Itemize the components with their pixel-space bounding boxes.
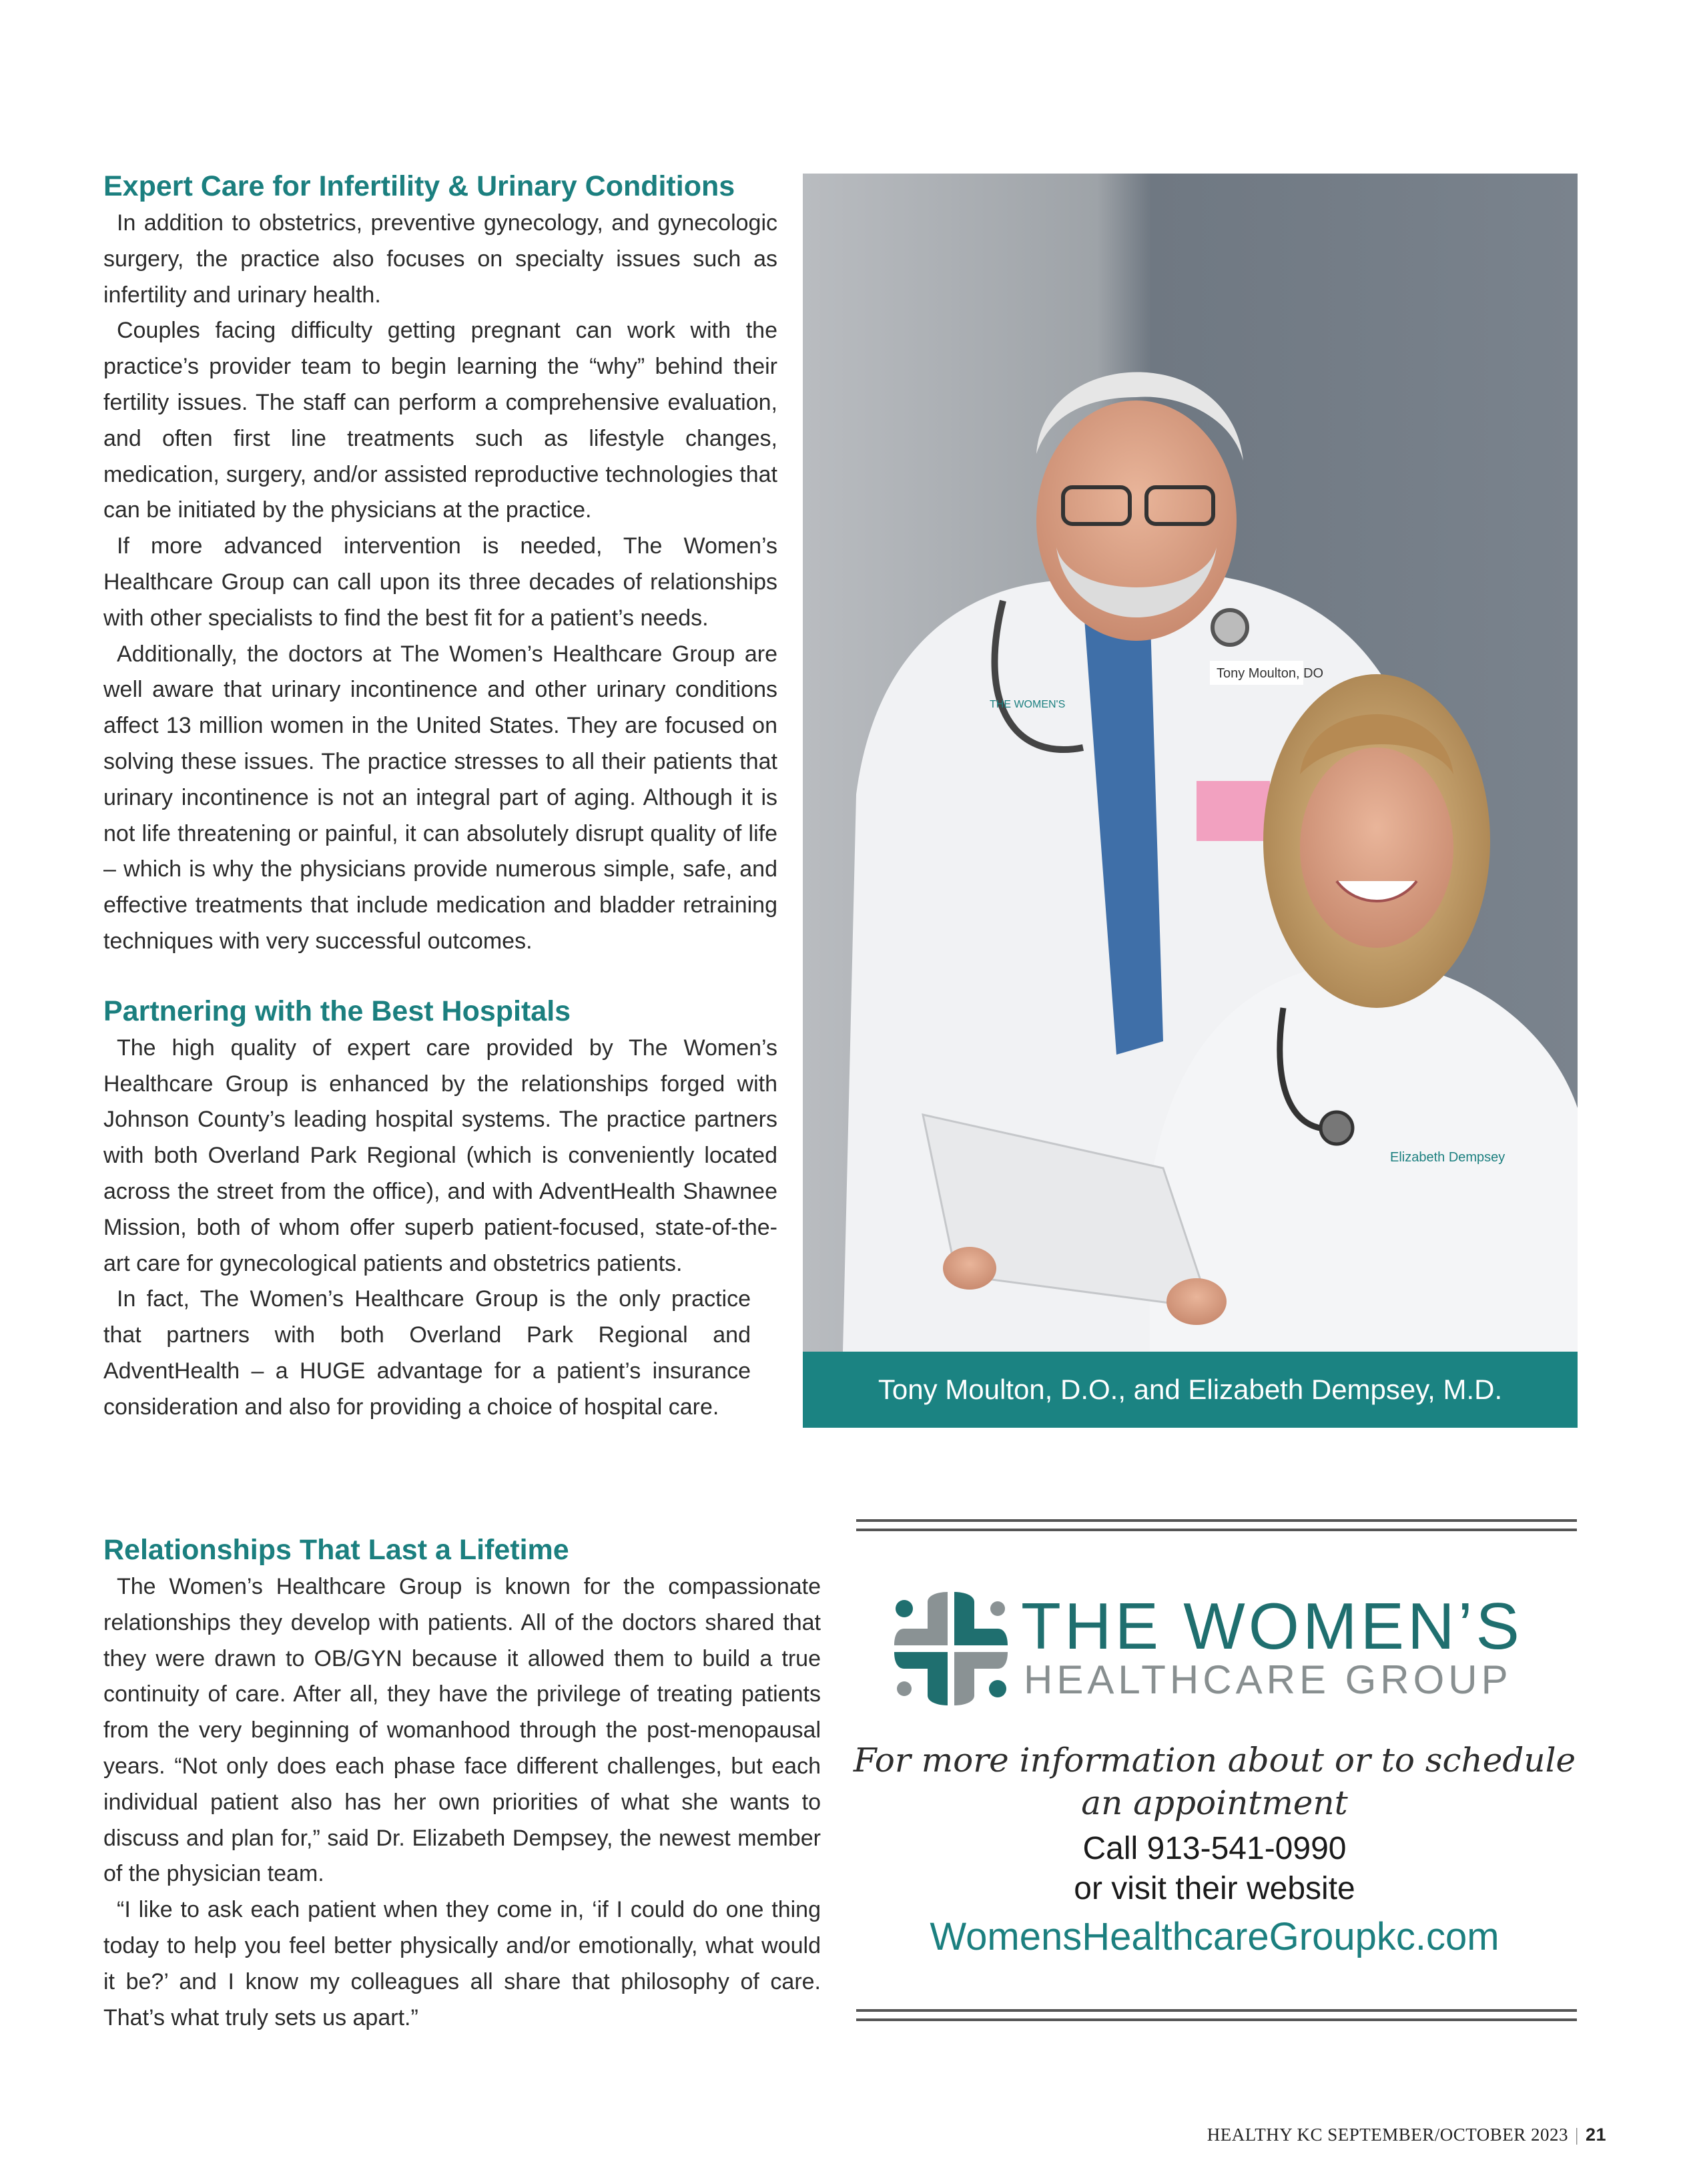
info-script-line-2: an appointment — [1081, 1784, 1348, 1822]
name-tag-2-text: Elizabeth Dempsey — [1390, 1150, 1505, 1165]
logo-cross-icon — [888, 1589, 1014, 1715]
page-number: 21 — [1585, 2125, 1606, 2145]
publication-name: HEALTHY KC SEPTEMBER/OCTOBER 2023 — [1207, 2125, 1569, 2145]
paragraph: Couples facing difficulty getting pregnant can work with the practice’s provider team to begin learning the “why” behind their fertility issues. The staff can perform a comprehensive evaluation, and often first line treatments such as lifestyle changes, medication, surgery, and/or assisted reproductive technologies that can be initiated by the physicians at the practice. — [103, 318, 777, 523]
divider-top-1 — [856, 1519, 1577, 1522]
paragraph: The high quality of expert care provided by The Women’s Healthcare Group is enhanced by the relationships forged with Johnson County’s leading hospital systems. The practice partners with both Overland Park Regional (which is conveniently located across the street from the office), and with AdventHealth Shawnee Mission, both of whom offer superb patient-focused, state-of-the-art care for gynecological patients and obstetrics patients. — [103, 1035, 777, 1276]
section-heading-hospitals: Partnering with the Best Hospitals — [103, 995, 571, 1027]
info-script-line-1: For more information about or to schedule — [853, 1741, 1576, 1780]
article-column-top — [103, 167, 777, 1426]
page-footer — [1207, 2125, 1606, 2145]
paragraph: Additionally, the doctors at The Women’s Healthcare Group are well aware that urinary incontinence and other urinary conditions affect 13 million women in the United States. They are focused on solving these issues. The practice stresses to all their patients that urinary incontinence is not an integral part of aging. Although it is not life threatening or painful, it can absolutely disrupt quality of life – which is why the physicians provide numerous simple, safe, and effective treatments that include medication and bladder retraining techniques with very successful outcomes. — [103, 641, 777, 954]
divider-top-2 — [856, 1529, 1577, 1531]
footer-separator: | — [1575, 2125, 1579, 2145]
visit-text: or visit their website — [1074, 1871, 1355, 1906]
article-column-bottom — [103, 1531, 821, 2036]
logo-subtitle: HEALTHCARE GROUP — [1024, 1657, 1512, 1702]
section-heading-relationships: Relationships That Last a Lifetime — [103, 1534, 569, 1566]
paragraph: In addition to obstetrics, preventive gynecology, and gynecologic surgery, the practice also focuses on specialty issues such as infertility and urinary health. — [103, 210, 777, 308]
paragraph: The Women’s Healthcare Group is known for the compassionate relationships they develop with patients. All of the doctors shared that they were drawn to OB/GYN because it allowed them to build a true continuity of care. After all, they have the privilege of treating patients from the very beginning of womanhood through the post-menopausal years. “Not only does each phase face different challenges, but each individual patient also has her own priorities of what she wants to discuss and plan for,” said Dr. Elizabeth Dempsey, the newest member of the physician team. — [103, 1574, 821, 1887]
photo-caption: Tony Moulton, D.O., and Elizabeth Dempsey, M.D. — [878, 1374, 1503, 1405]
logo-title: THE WOMEN’S — [1021, 1589, 1523, 1663]
coat-logo-text: THE WOMEN'S — [990, 699, 1066, 710]
divider-bottom-2 — [856, 2018, 1577, 2021]
logo — [888, 1582, 1555, 1722]
paragraph: “I like to ask each patient when they come in, ‘if I could do one thing today to help you feel better physically and/or emotionally, what would it be?’ and I know my colleagues all share that philosophy of care. That’s what truly sets us apart.” — [103, 1897, 821, 2030]
section-gap — [103, 960, 777, 992]
section-heading-infertility: Expert Care for Infertility & Urinary Conditions — [103, 170, 735, 202]
paragraph: If more advanced intervention is needed, The Women’s Healthcare Group can call upon its three decades of relationships with other specialists to find the best fit for a patient’s needs. — [103, 533, 777, 631]
name-tag-text: Tony Moulton, DO — [1217, 666, 1324, 681]
divider-bottom-1 — [856, 2009, 1577, 2012]
website-link[interactable]: WomensHealthcareGroupkc.com — [930, 1915, 1499, 1958]
paragraph: In fact, The Women’s Healthcare Group is the only practice that partners with both Overland Park Regional and AdventHealth – a HUGE advantage for a patient’s insurance consideration and also for providing a choice of hospital care. — [103, 1286, 751, 1420]
doctors-photo — [803, 174, 1578, 1352]
phone-number: Call 913-541-0990 — [1082, 1831, 1347, 1866]
photo-caption-bar — [803, 1352, 1578, 1428]
